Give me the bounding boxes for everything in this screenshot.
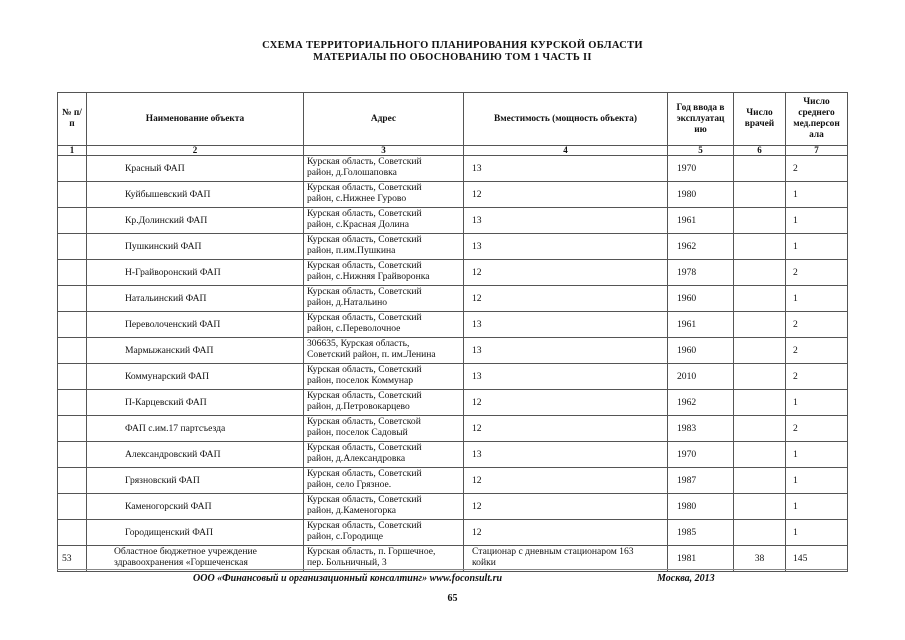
address-line: район, д.Голошаповка	[307, 166, 397, 178]
cell-capacity: 13	[464, 234, 668, 260]
cell-index	[58, 208, 87, 234]
address-line: Курская область, Советский	[307, 156, 422, 167]
capacity-line: койки	[472, 556, 496, 568]
column-number: 2	[87, 146, 304, 156]
cell-index: 53	[58, 546, 87, 572]
table-row	[58, 364, 848, 390]
address-line: район, с.Переволочное	[307, 322, 401, 334]
cell-capacity: 12	[464, 260, 668, 286]
table-row	[58, 494, 848, 520]
address-line: Курская область, п. Горшечное,	[307, 546, 436, 557]
cell-address	[304, 520, 464, 546]
address-line: район, д.Александровка	[307, 452, 406, 464]
cell-name: Александровский ФАП	[87, 442, 304, 468]
cell-doctors	[734, 260, 786, 286]
table-row	[58, 286, 848, 312]
name-line: Областное бюджетное учреждение	[114, 546, 257, 557]
address-line: район, поселок Садовый	[307, 426, 408, 438]
cell-doctors	[734, 182, 786, 208]
table-row	[58, 468, 848, 494]
cell-doctors	[734, 338, 786, 364]
column-header-year: Год ввода в эксплуатац ию	[668, 93, 734, 146]
table-row	[58, 520, 848, 546]
cell-address	[304, 182, 464, 208]
table-row-hospital	[58, 546, 848, 572]
cell-name: Мармыжанский ФАП	[87, 338, 304, 364]
cell-year: 1983	[668, 416, 734, 442]
cell-doctors	[734, 416, 786, 442]
table-row	[58, 156, 848, 182]
column-header-name: Наименование объекта	[87, 93, 304, 146]
cell-year: 1970	[668, 442, 734, 468]
address-line: район, с.Нижнее Гурово	[307, 192, 407, 204]
cell-address	[304, 338, 464, 364]
table-row	[58, 208, 848, 234]
cell-index	[58, 182, 87, 208]
cell-capacity: 13	[464, 338, 668, 364]
address-line: район, поселок Коммунар	[307, 374, 414, 386]
cell-name: Пушкинский ФАП	[87, 234, 304, 260]
cell-capacity: 13	[464, 312, 668, 338]
address-line: район, п.им.Пушкина	[307, 244, 396, 256]
cell-address	[304, 390, 464, 416]
cell-year: 1981	[668, 546, 734, 572]
cell-doctors	[734, 442, 786, 468]
cell-name: Н-Грайворонский ФАП	[87, 260, 304, 286]
column-number-row	[58, 146, 848, 156]
address-line: район, с.Нижняя Грайворонка	[307, 270, 430, 282]
name-line: здравоохранения «Горшеченская	[114, 556, 248, 568]
table-row	[58, 312, 848, 338]
cell-name: Натальинский ФАП	[87, 286, 304, 312]
cell-doctors: 38	[734, 546, 786, 572]
cell-capacity: 12	[464, 520, 668, 546]
cell-year: 1987	[668, 468, 734, 494]
cell-index	[58, 286, 87, 312]
table-row	[58, 234, 848, 260]
cell-staff: 2	[786, 416, 848, 442]
cell-address	[304, 260, 464, 286]
address-line: 306635, Курская область,	[307, 338, 410, 349]
document-title-line2: МАТЕРИАЛЫ ПО ОБОСНОВАНИЮ ТОМ 1 ЧАСТЬ II	[313, 52, 592, 63]
address-line: Курская область, Советский	[307, 208, 422, 219]
address-line: район, с.Красная Долина	[307, 218, 410, 230]
cell-year: 1970	[668, 156, 734, 182]
cell-staff: 1	[786, 208, 848, 234]
cell-year: 1961	[668, 312, 734, 338]
table-row	[58, 416, 848, 442]
cell-address	[304, 364, 464, 390]
facilities-table	[57, 92, 848, 572]
address-line: Курская область, Советский	[307, 234, 422, 245]
cell-staff: 2	[786, 260, 848, 286]
cell-capacity: 12	[464, 468, 668, 494]
cell-address	[304, 494, 464, 520]
table-row	[58, 182, 848, 208]
cell-name: Коммунарский ФАП	[87, 364, 304, 390]
table-row	[58, 442, 848, 468]
footer-divider	[57, 569, 847, 570]
address-line: Курская область, Советский	[307, 182, 422, 193]
page-number: 65	[447, 593, 458, 604]
column-number: 1	[58, 146, 87, 156]
cell-capacity: 12	[464, 416, 668, 442]
cell-capacity: 13	[464, 442, 668, 468]
cell-doctors	[734, 468, 786, 494]
column-number: 3	[304, 146, 464, 156]
cell-year: 1960	[668, 286, 734, 312]
cell-year: 1961	[668, 208, 734, 234]
cell-address	[304, 156, 464, 182]
cell-index	[58, 494, 87, 520]
cell-address	[304, 208, 464, 234]
address-line: Советский район, п. им.Ленина	[307, 348, 436, 360]
address-line: район, д.Петровокарцево	[307, 400, 410, 412]
address-line: пер. Больничный, 3	[307, 556, 387, 568]
document-title-line1: СХЕМА ТЕРРИТОРИАЛЬНОГО ПЛАНИРОВАНИЯ КУРСКОЙ ОБЛАСТИ	[262, 40, 643, 51]
address-line: Курская область, Советский	[307, 260, 422, 271]
cell-index	[58, 468, 87, 494]
cell-index	[58, 312, 87, 338]
cell-year: 1980	[668, 182, 734, 208]
cell-staff: 2	[786, 338, 848, 364]
table-row	[58, 338, 848, 364]
cell-address	[304, 468, 464, 494]
cell-index	[58, 260, 87, 286]
cell-capacity: 12	[464, 182, 668, 208]
cell-capacity: 13	[464, 364, 668, 390]
table-row	[58, 260, 848, 286]
cell-year: 1985	[668, 520, 734, 546]
cell-doctors	[734, 312, 786, 338]
cell-capacity: 12	[464, 390, 668, 416]
column-number: 4	[464, 146, 668, 156]
cell-year: 1962	[668, 234, 734, 260]
cell-doctors	[734, 364, 786, 390]
cell-index	[58, 442, 87, 468]
address-line: Курская область, Советский	[307, 286, 422, 297]
cell-doctors	[734, 208, 786, 234]
address-line: Курская область, Советский	[307, 390, 422, 401]
column-header-doctors: Число врачей	[734, 93, 786, 146]
column-number: 5	[668, 146, 734, 156]
cell-staff: 2	[786, 364, 848, 390]
cell-address	[304, 286, 464, 312]
address-line: Курская область, Советский	[307, 442, 422, 453]
cell-name: ФАП с.им.17 партсъезда	[87, 416, 304, 442]
cell-capacity: 12	[464, 494, 668, 520]
address-line: Курская область, Советский	[307, 364, 422, 375]
cell-staff: 1	[786, 390, 848, 416]
cell-name: Каменогорский ФАП	[87, 494, 304, 520]
column-header-capacity: Вместимость (мощность объекта)	[464, 93, 668, 146]
cell-year: 1980	[668, 494, 734, 520]
cell-address	[304, 312, 464, 338]
cell-year: 1978	[668, 260, 734, 286]
cell-index	[58, 156, 87, 182]
cell-staff: 1	[786, 234, 848, 260]
cell-staff: 1	[786, 182, 848, 208]
cell-capacity: 12	[464, 286, 668, 312]
cell-staff: 145	[786, 546, 848, 572]
cell-year: 1962	[668, 390, 734, 416]
address-line: Курская область, Советский	[307, 520, 422, 531]
cell-name: Городищенский ФАП	[87, 520, 304, 546]
cell-staff: 1	[786, 286, 848, 312]
cell-doctors	[734, 156, 786, 182]
cell-doctors	[734, 286, 786, 312]
cell-doctors	[734, 520, 786, 546]
cell-staff: 1	[786, 468, 848, 494]
cell-index	[58, 364, 87, 390]
cell-address	[304, 416, 464, 442]
cell-staff: 1	[786, 494, 848, 520]
column-header-number: № п/п	[58, 93, 87, 146]
cell-index	[58, 338, 87, 364]
cell-year: 2010	[668, 364, 734, 390]
cell-staff: 2	[786, 312, 848, 338]
cell-staff: 2	[786, 156, 848, 182]
cell-doctors	[734, 234, 786, 260]
footer-company: ООО «Финансовый и организационный консалтинг» www.foconsult.ru	[193, 573, 503, 584]
address-line: район, д.Каменогорка	[307, 504, 397, 516]
cell-capacity: 13	[464, 156, 668, 182]
cell-capacity	[464, 546, 668, 572]
table-row	[58, 390, 848, 416]
address-line: Курская область, Советский	[307, 494, 422, 505]
cell-address	[304, 234, 464, 260]
cell-address	[304, 442, 464, 468]
cell-name: П-Карцевский ФАП	[87, 390, 304, 416]
cell-doctors	[734, 390, 786, 416]
address-line: Курская область, Советской	[307, 416, 421, 427]
table-header-row	[58, 93, 848, 146]
cell-index	[58, 416, 87, 442]
address-line: район, село Грязное.	[307, 478, 392, 490]
column-number: 7	[786, 146, 848, 156]
cell-staff: 1	[786, 520, 848, 546]
column-header-staff: Число среднего мед.персон ала	[786, 93, 848, 146]
address-line: район, с.Городище	[307, 530, 384, 542]
column-number: 6	[734, 146, 786, 156]
cell-name: Переволоченский ФАП	[87, 312, 304, 338]
cell-index	[58, 234, 87, 260]
capacity-line: Стационар с дневным стационаром 163	[472, 546, 634, 557]
cell-doctors	[734, 494, 786, 520]
cell-capacity: 13	[464, 208, 668, 234]
cell-name: Куйбышевский ФАП	[87, 182, 304, 208]
cell-index	[58, 390, 87, 416]
cell-name: Красный ФАП	[87, 156, 304, 182]
address-line: район, д.Натальино	[307, 296, 388, 308]
cell-name: Кр.Долинский ФАП	[87, 208, 304, 234]
column-header-address: Адрес	[304, 93, 464, 146]
cell-name: Грязновский ФАП	[87, 468, 304, 494]
cell-address	[304, 546, 464, 572]
address-line: Курская область, Советский	[307, 468, 422, 479]
address-line: Курская область, Советский	[307, 312, 422, 323]
cell-year: 1960	[668, 338, 734, 364]
cell-staff: 1	[786, 442, 848, 468]
cell-index	[58, 520, 87, 546]
footer-city-year: Москва, 2013	[657, 573, 715, 584]
cell-name	[87, 546, 304, 572]
